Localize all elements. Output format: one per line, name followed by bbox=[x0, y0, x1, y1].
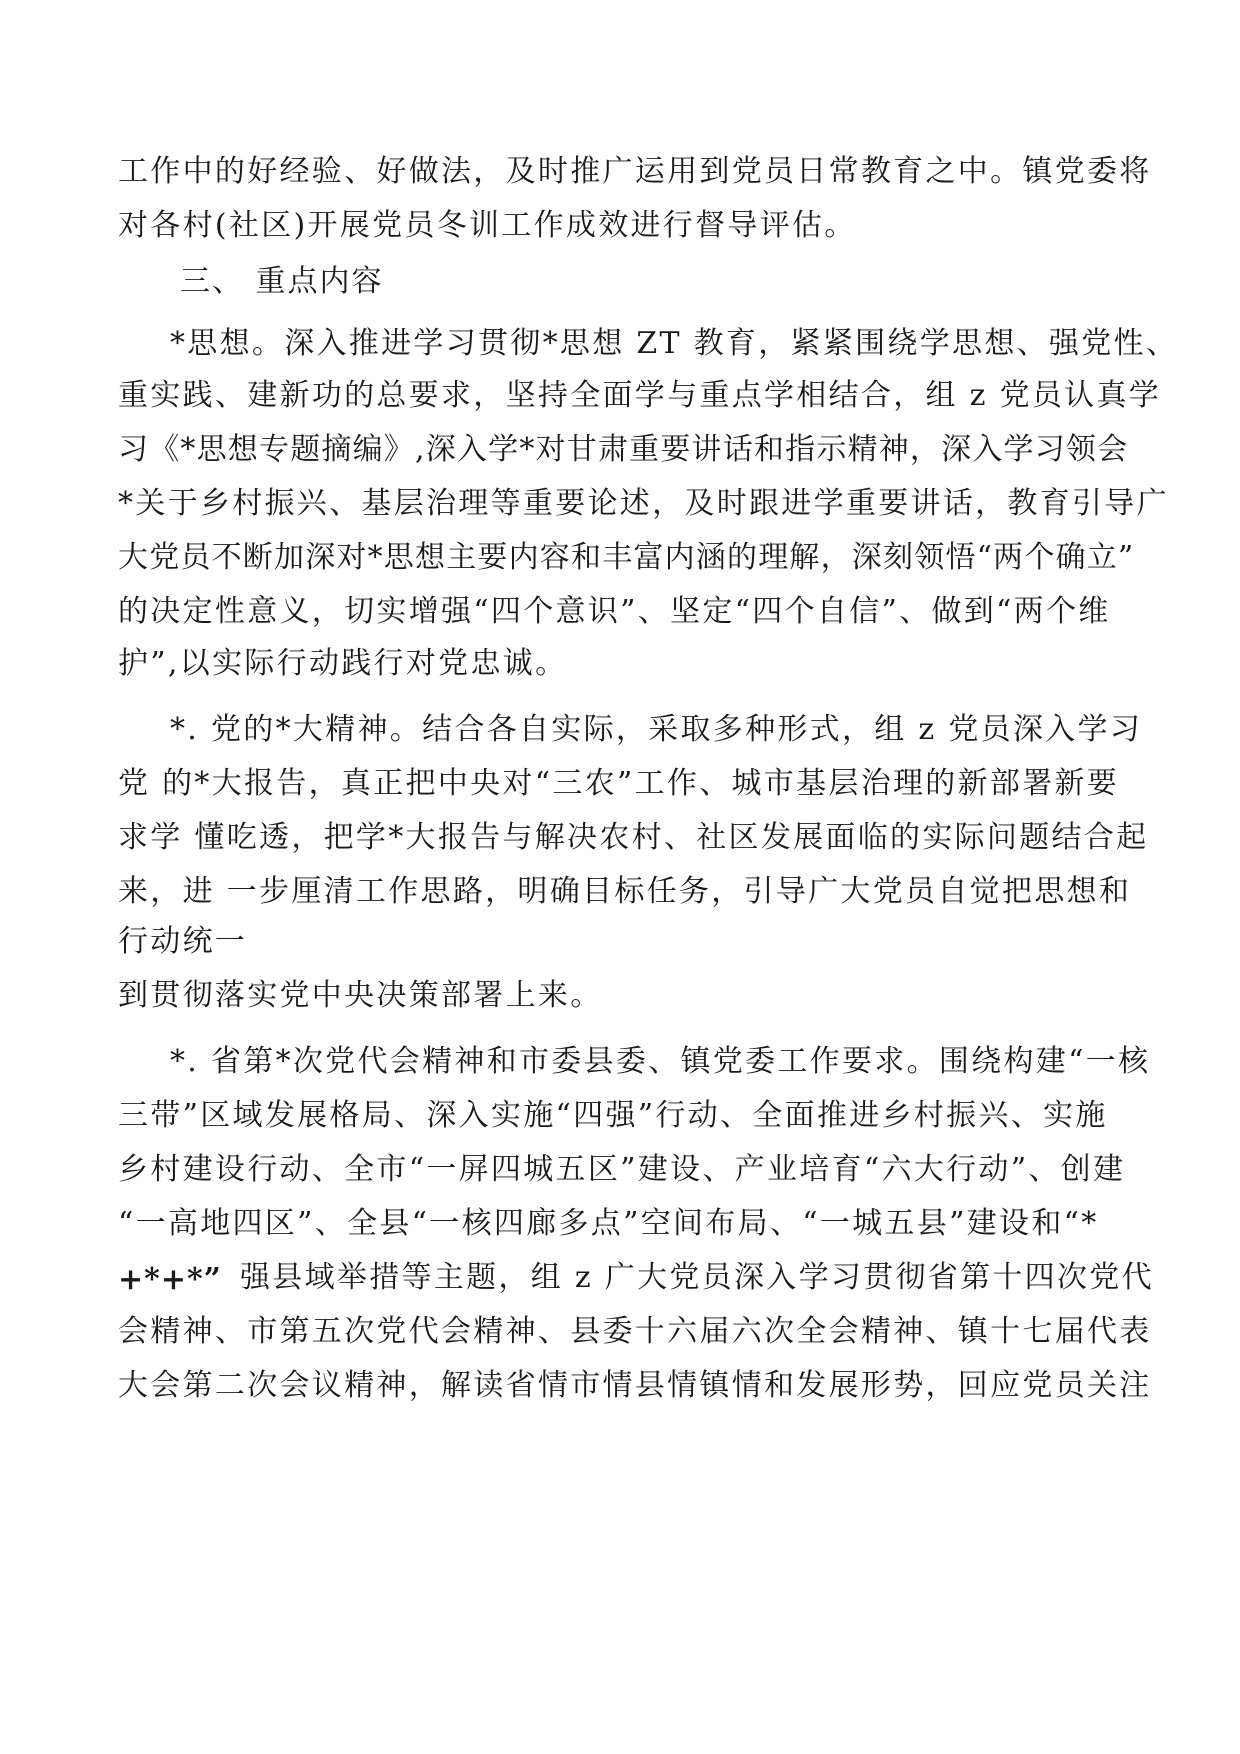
para-3-line-5-text: 强县域举措等主题，组 z 广大党员深入学习贯彻省第十四次党代 bbox=[240, 1260, 1154, 1295]
para-1-line-1: *思想。深入推进学习贯彻*思想 ZT 教育，紧紧围绕学思想、强党性、 bbox=[170, 326, 1179, 361]
body-line-1: 工作中的好经验、好做法，及时推广运用到党员日常教育之中。镇党委将 bbox=[118, 154, 1152, 189]
para-3-line-7: 大会第二次会议精神，解读省情市情县情镇情和发展形势，回应党员关注 bbox=[118, 1368, 1152, 1403]
para-2-line-1: *. 党的*大精神。结合各自实际，采取多种形式，组 z 党员深入学习 bbox=[170, 712, 1143, 747]
para-2-line-2: 党 的*大报告，真正把中央对“三农”工作、城市基层治理的新部署新要 bbox=[118, 766, 1120, 801]
para-1-line-7: 护”,以实际行动践行对党忠诚。 bbox=[118, 646, 568, 681]
para-2-line-3: 求学 懂吃透，把学*大报告与解决农村、社区发展面临的实际问题结合起 bbox=[118, 820, 1149, 855]
para-3-line-4: “一高地四区”、全县“一核四廊多点”空间布局、“一城五县”建设和“* bbox=[118, 1206, 1099, 1241]
body-line-2: 对各村(社区)开展党员冬训工作成效进行督导评估。 bbox=[118, 208, 857, 243]
para-3-line-6: 会精神、市第五次党代会精神、县委十六届六次全会精神、镇十七届代表 bbox=[118, 1314, 1152, 1349]
section-heading: 三、 重点内容 bbox=[180, 264, 384, 299]
para-1-line-3: 习《*思想专题摘编》,深入学*对甘肃重要讲话和指示精神，深入学习领会 bbox=[118, 432, 1129, 467]
para-1-line-6: 的决定性意义，切实增强“四个意识”、坚定“四个自信”、做到“两个维 bbox=[118, 594, 1111, 629]
para-2-line-6: 到贯彻落实党中央决策部署上来。 bbox=[118, 978, 603, 1013]
para-3-line-5-prefix: +*+*” bbox=[118, 1262, 222, 1297]
para-3-line-1: *. 省第*次党代会精神和市委县委、镇党委工作要求。围绕构建“一核 bbox=[170, 1044, 1151, 1079]
para-3-line-2: 三带”区域发展格局、深入实施“四强”行动、全面推进乡村振兴、实施 bbox=[118, 1098, 1108, 1133]
para-3-line-3: 乡村建设行动、全市“一屏四城五区”建设、产业培育“六大行动”、创建 bbox=[118, 1152, 1126, 1187]
para-1-line-2: 重实践、建新功的总要求，坚持全面学与重点学相结合，组 z 党员认真学 bbox=[118, 378, 1162, 413]
para-1-line-4: *关于乡村振兴、基层治理等重要论述，及时跟进学重要讲话，教育引导广 bbox=[118, 486, 1169, 521]
para-1-line-5: 大党员不断加深对*思想主要内容和丰富内涵的理解，深刻领悟“两个确立” bbox=[118, 540, 1135, 575]
para-2-line-5: 行动统一 bbox=[118, 924, 248, 959]
para-2-line-4: 来，进 一步厘清工作思路，明确目标任务，引导广大党员自觉把思想和 bbox=[118, 874, 1132, 909]
